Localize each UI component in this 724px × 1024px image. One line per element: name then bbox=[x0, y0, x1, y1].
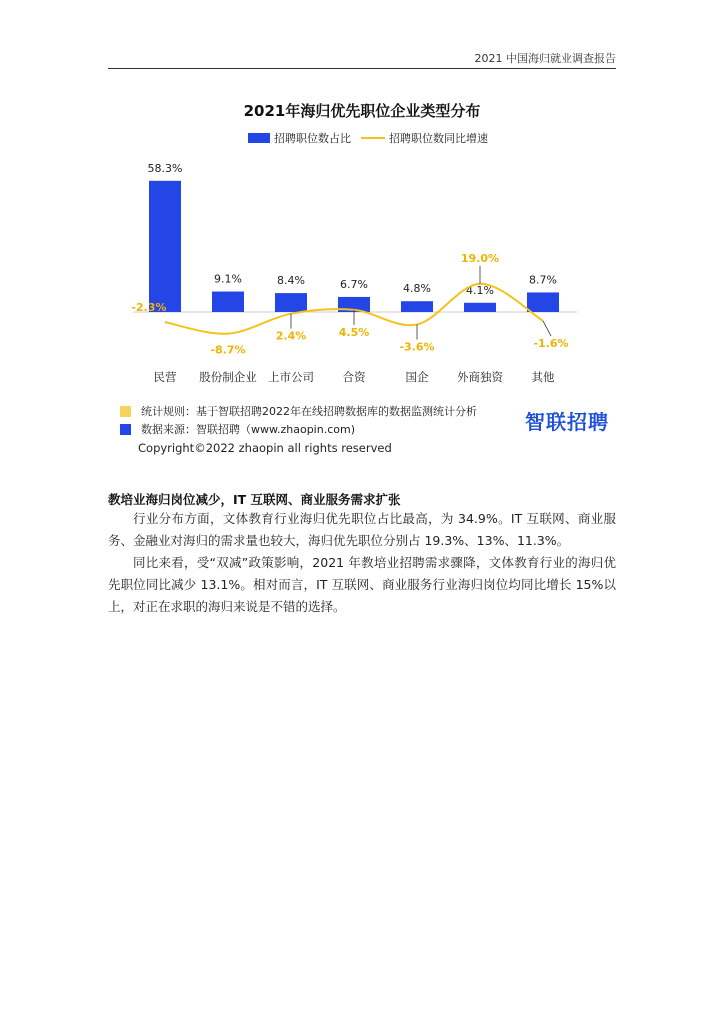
bar-label-1: 58.3% bbox=[147, 161, 183, 175]
category-label-2: 股份制企业 bbox=[199, 370, 257, 384]
line-label-7: -1.6% bbox=[533, 336, 569, 350]
category-label-6: 外商独资 bbox=[457, 370, 503, 384]
bar-label-6: 4.1% bbox=[466, 283, 494, 297]
bar-label-3: 8.4% bbox=[277, 274, 305, 288]
bar-7 bbox=[527, 292, 559, 312]
line-label-6: 19.0% bbox=[460, 251, 500, 265]
line-label-4: 4.5% bbox=[338, 325, 370, 339]
bar-6 bbox=[464, 303, 496, 312]
bar-label-5: 4.8% bbox=[403, 282, 431, 296]
chart-notes bbox=[120, 402, 477, 438]
note-rule-row bbox=[120, 402, 477, 420]
chart-title: 2021年海归优先职位企业类型分布 bbox=[243, 102, 481, 120]
note-source-marker bbox=[120, 424, 131, 435]
note-source-text: 数据来源：智联招聘（www.zhaopin.com) bbox=[141, 423, 355, 436]
bar-3 bbox=[275, 293, 307, 312]
note-rule-text: 统计规则：基于智联招聘2022年在线招聘数据库的数据监测统计分析 bbox=[141, 405, 477, 418]
line-label-5: -3.6% bbox=[399, 340, 435, 354]
copyright-text: Copyright©2022 zhaopin all rights reserved bbox=[138, 441, 392, 455]
bar-5 bbox=[401, 301, 433, 312]
paragraph-1: 行业分布方面，文体教育行业海归优先职位占比最高，为 34.9%。IT 互联网、商业服务、金融业对海归的需求量也较大，海归优先职位分别占 19.3%、13%、11.3%。 bbox=[108, 511, 616, 548]
category-label-5: 国企 bbox=[405, 370, 429, 384]
bar-label-4: 6.7% bbox=[340, 277, 368, 291]
category-label-4: 合资 bbox=[342, 370, 366, 384]
section-heading: 教培业海归岗位减少，IT 互联网、商业服务需求扩张 bbox=[108, 492, 401, 507]
note-rule-marker bbox=[120, 406, 131, 417]
line-label-1: -2.3% bbox=[131, 301, 167, 315]
combo-chart bbox=[0, 0, 724, 400]
note-source-row bbox=[120, 420, 477, 438]
legend-label-bar: 招聘职位数占比 bbox=[274, 132, 351, 145]
bar-2 bbox=[212, 292, 244, 312]
category-label-1: 民营 bbox=[153, 370, 177, 384]
category-label-7: 其他 bbox=[531, 370, 555, 384]
category-label-3: 上市公司 bbox=[268, 370, 314, 384]
chart-area bbox=[0, 0, 724, 404]
bar-label-2: 9.1% bbox=[214, 272, 242, 286]
report-header-title: 2021 中国海归就业调查报告 bbox=[474, 52, 616, 65]
zhaopin-logo: 智联招聘 bbox=[525, 410, 609, 434]
line-label-3: 2.4% bbox=[275, 329, 307, 343]
line-label-2: -8.7% bbox=[210, 343, 246, 357]
legend-label-line: 招聘职位数同比增速 bbox=[389, 132, 488, 145]
bar-label-7: 8.7% bbox=[529, 273, 557, 287]
paragraph-2: 同比来看，受“双减”政策影响，2021 年教培业招聘需求骤降，文体教育行业的海归优先职位同比减少 13.1%。相对而言，IT 互联网、商业服务行业海归岗位均同比增长 15%以上，对正在求职的海归来说是不错的选择。 bbox=[108, 555, 616, 614]
line-label-leader-7 bbox=[543, 321, 551, 336]
bar-1 bbox=[149, 181, 181, 312]
